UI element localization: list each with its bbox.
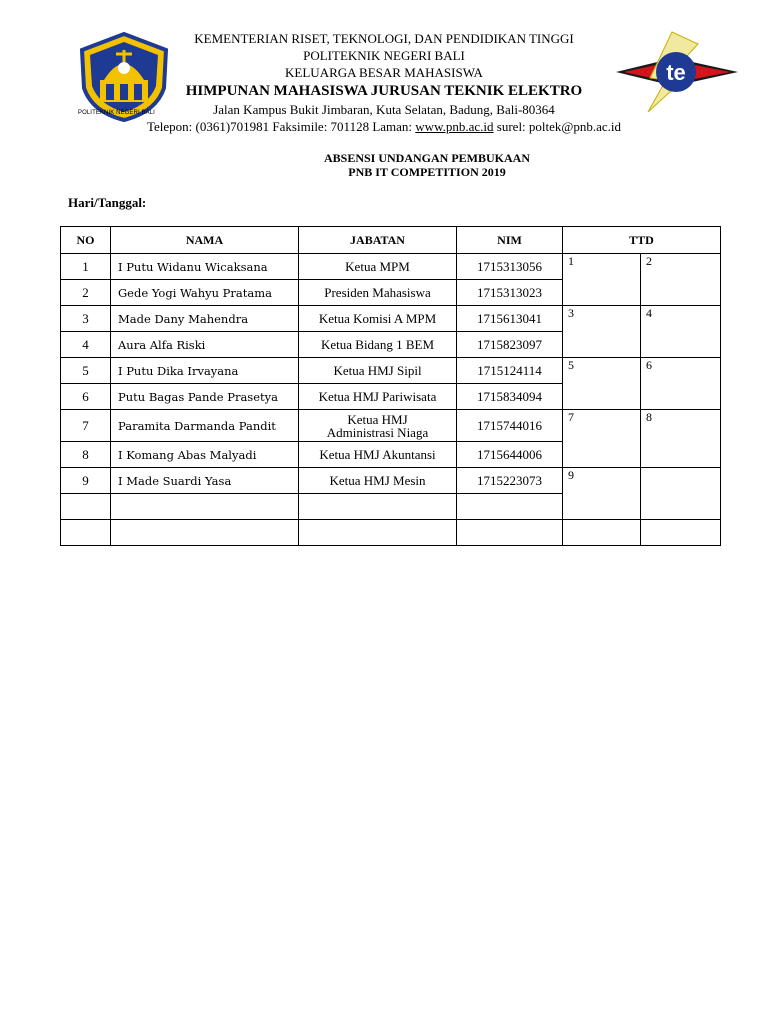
signature-cell[interactable]: 3 (563, 306, 641, 358)
cell-no: 8 (61, 442, 111, 468)
cell-nama: I Putu Dika Irvayana (111, 358, 299, 384)
signature-cell[interactable]: 7 (563, 410, 641, 468)
cell-nim: 1715313023 (457, 280, 563, 306)
cell-nim: 1715644006 (457, 442, 563, 468)
cell-jabatan: Ketua HMJ Pariwisata (299, 384, 457, 410)
cell-no: 3 (61, 306, 111, 332)
cell-nama: Paramita Darmanda Pandit (111, 410, 299, 442)
header-family: KELUARGA BESAR MAHASISWA (285, 65, 483, 80)
cell-empty[interactable] (299, 494, 457, 520)
table-row (61, 468, 721, 494)
cell-no: 4 (61, 332, 111, 358)
contact-suffix: surel: poltek@pnb.ac.id (493, 119, 622, 134)
cell-no: 6 (61, 384, 111, 410)
header-jabatan: JABATAN (299, 227, 457, 254)
jabatan-line-2: Administrasi Niaga (326, 424, 429, 440)
document-title-1: ABSENSI UNDANGAN PEMBUKAAN (323, 151, 530, 165)
cell-nama: Aura Alfa Riski (111, 332, 299, 358)
signature-cell[interactable]: 8 (641, 410, 721, 468)
cell-empty[interactable] (61, 494, 111, 520)
signature-cell[interactable]: 1 (563, 254, 641, 306)
header-nama: NAMA (111, 227, 299, 254)
document-title-2: PNB IT COMPETITION 2019 (348, 165, 506, 179)
cell-nim: 1715823097 (457, 332, 563, 358)
cell-nim: 1715834094 (457, 384, 563, 410)
contact-prefix: Telepon: (0361)701981 Faksimile: 701128 Laman: (146, 119, 416, 134)
signature-cell-empty[interactable] (641, 468, 721, 520)
header-no: NO (61, 227, 111, 254)
cell-no: 2 (61, 280, 111, 306)
cell-jabatan: Ketua Bidang 1 BEM (299, 332, 457, 358)
cell-no: 9 (61, 468, 111, 494)
cell-empty[interactable] (457, 520, 563, 546)
cell-nama: Made Dany Mahendra (111, 306, 299, 332)
header-address: Jalan Kampus Bukit Jimbaran, Kuta Selatan, Badung, Bali-80364 (213, 102, 555, 117)
website-link[interactable]: www.pnb.ac.id (415, 119, 494, 134)
signature-cell[interactable]: 2 (641, 254, 721, 306)
cell-no: 1 (61, 254, 111, 280)
header-institution: POLITEKNIK NEGERI BALI (303, 48, 465, 63)
cell-nama: I Putu Widanu Wicaksana (111, 254, 299, 280)
cell-nama: I Made Suardi Yasa (111, 468, 299, 494)
jabatan-line-1: Ketua HMJ (347, 411, 408, 427)
table-row-empty (61, 520, 721, 546)
signature-cell[interactable]: 6 (641, 358, 721, 410)
cell-jabatan: Ketua HMJ Akuntansi (299, 442, 457, 468)
cell-nim: 1715744016 (457, 410, 563, 442)
header-ttd: TTD (563, 227, 721, 254)
cell-nim: 1715313056 (457, 254, 563, 280)
header-nim: NIM (457, 227, 563, 254)
cell-empty[interactable] (299, 520, 457, 546)
signature-cell[interactable]: 4 (641, 306, 721, 358)
cell-nama: I Komang Abas Malyadi (111, 442, 299, 468)
cell-jabatan: Presiden Mahasiswa (299, 280, 457, 306)
attendance-table (60, 226, 721, 546)
cell-jabatan: Ketua HMJ Mesin (299, 468, 457, 494)
cell-empty[interactable] (641, 520, 721, 546)
table-row (61, 358, 721, 384)
cell-jabatan: Ketua HMJ Sipil (299, 358, 457, 384)
cell-jabatan: Ketua MPM (299, 254, 457, 280)
cell-nama: Gede Yogi Wahyu Pratama (111, 280, 299, 306)
cell-nim: 1715613041 (457, 306, 563, 332)
date-label: Hari/Tanggal: (68, 195, 147, 210)
table-row (61, 306, 721, 332)
header-contact (0, 119, 768, 135)
table-header-row (61, 227, 721, 254)
header-association: HIMPUNAN MAHASISWA JURUSAN TEKNIK ELEKTRO (185, 83, 583, 99)
cell-empty[interactable] (61, 520, 111, 546)
logo-left-caption: POLITEKNIK NEGERI BALI (78, 110, 155, 116)
cell-no: 5 (61, 358, 111, 384)
cell-nama: Putu Bagas Pande Prasetya (111, 384, 299, 410)
cell-no: 7 (61, 410, 111, 442)
header-ministry: KEMENTERIAN RISET, TEKNOLOGI, DAN PENDIDIKAN TINGGI (194, 31, 574, 46)
logo-right-text: te (666, 60, 686, 85)
table-row (61, 254, 721, 280)
cell-jabatan (299, 410, 457, 442)
signature-cell[interactable]: 5 (563, 358, 641, 410)
cell-empty[interactable] (563, 520, 641, 546)
cell-empty[interactable] (457, 494, 563, 520)
cell-jabatan: Ketua Komisi A MPM (299, 306, 457, 332)
cell-nim: 1715124114 (457, 358, 563, 384)
cell-empty[interactable] (111, 494, 299, 520)
signature-cell[interactable]: 9 (563, 468, 641, 520)
cell-empty[interactable] (111, 520, 299, 546)
table-row (61, 410, 721, 442)
cell-nim: 1715223073 (457, 468, 563, 494)
